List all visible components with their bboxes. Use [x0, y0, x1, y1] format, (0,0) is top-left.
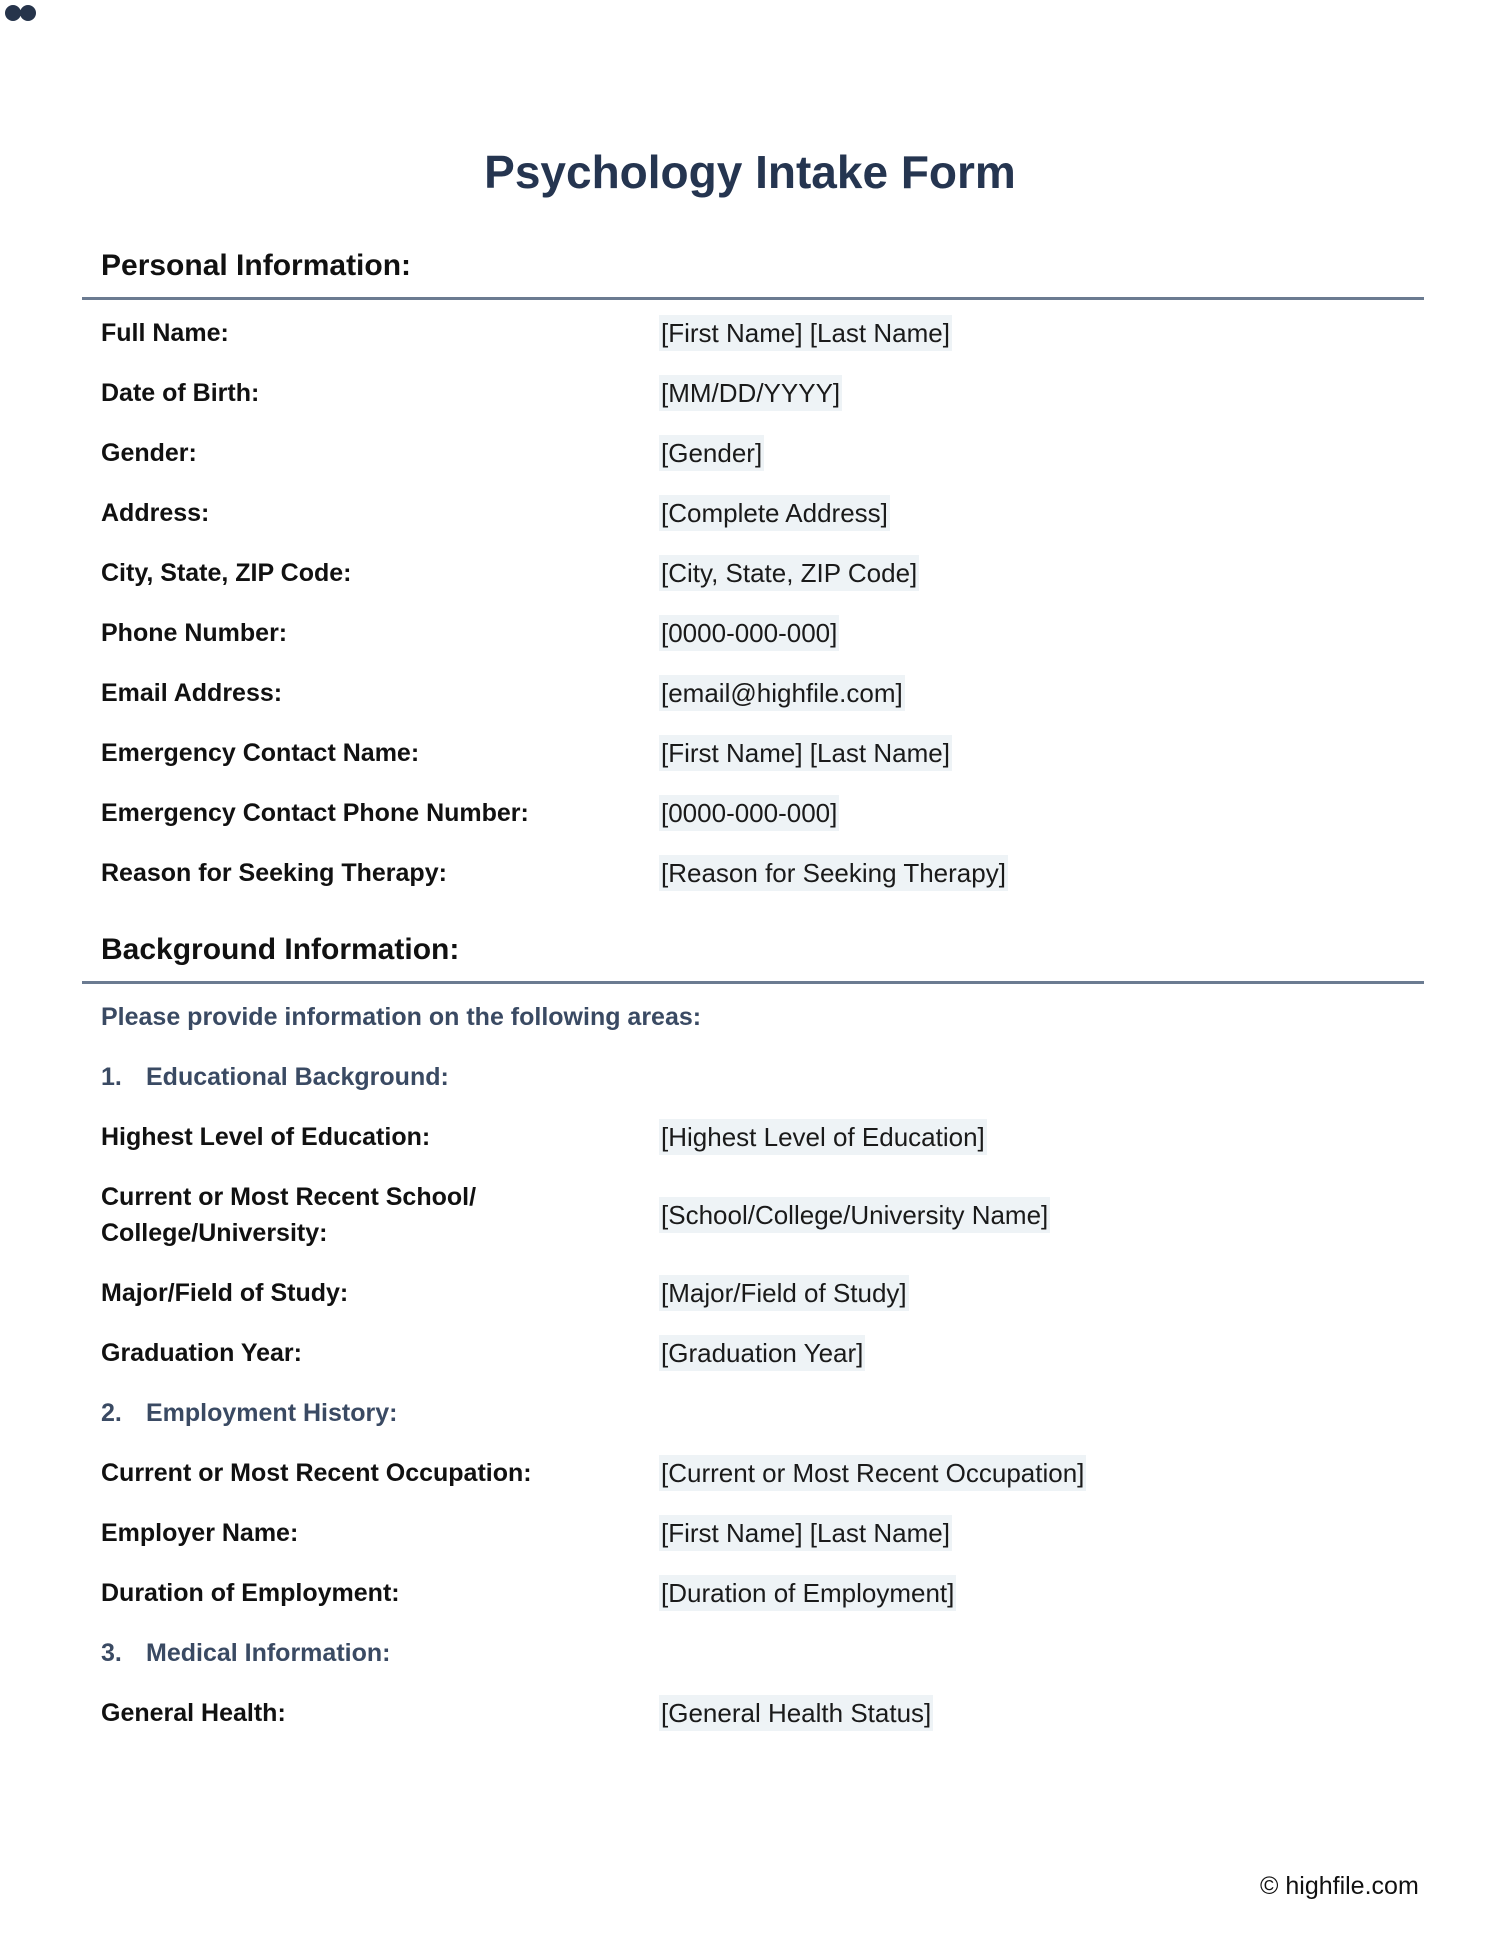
section-heading-background: Background Information:: [101, 933, 460, 966]
footer-copyright: © highfile.com: [1260, 1872, 1419, 1900]
field-label: Current or Most Recent Occupation:: [101, 1459, 532, 1487]
list-number: 2.: [101, 1399, 122, 1427]
form-row-highest-education: [101, 1119, 1401, 1159]
field-label: Gender:: [101, 439, 197, 467]
form-row-employer-name: [101, 1515, 1401, 1555]
field-label: Date of Birth:: [101, 379, 260, 407]
major-field[interactable]: [Major/Field of Study]: [659, 1275, 909, 1311]
form-row-address: [101, 495, 1401, 535]
date-of-birth-field[interactable]: [MM/DD/YYYY]: [659, 375, 842, 411]
field-label: Reason for Seeking Therapy:: [101, 859, 447, 887]
list-number: 3.: [101, 1639, 122, 1667]
background-intro: Please provide information on the following areas:: [101, 1003, 702, 1031]
field-label: Major/Field of Study:: [101, 1279, 349, 1307]
graduation-year-field[interactable]: [Graduation Year]: [659, 1335, 865, 1371]
section-divider: [82, 297, 1424, 300]
subheading-medical: [101, 1635, 390, 1671]
reason-for-therapy-field[interactable]: [Reason for Seeking Therapy]: [659, 855, 1008, 891]
subheading-text: Employment History:: [146, 1399, 398, 1427]
gender-field[interactable]: [Gender]: [659, 435, 764, 471]
field-label-line: Current or Most Recent School/: [101, 1183, 477, 1211]
field-label: Graduation Year:: [101, 1339, 302, 1367]
field-label: Emergency Contact Name:: [101, 739, 420, 767]
subheading-education: [101, 1059, 449, 1095]
duration-employment-field[interactable]: [Duration of Employment]: [659, 1575, 956, 1611]
field-label: Address:: [101, 499, 210, 527]
school-field[interactable]: [School/College/University Name]: [659, 1197, 1050, 1233]
subheading-employment: [101, 1395, 397, 1431]
field-label: Duration of Employment:: [101, 1579, 400, 1607]
list-number: 1.: [101, 1063, 122, 1091]
form-row-occupation: [101, 1455, 1401, 1495]
phone-number-field[interactable]: [0000-000-000]: [659, 615, 839, 651]
field-label: Highest Level of Education:: [101, 1123, 431, 1151]
field-label-line: College/University:: [101, 1219, 328, 1247]
section-divider: [82, 981, 1424, 984]
form-row-full-name: [101, 315, 1401, 355]
brand-logo-icon: [5, 5, 39, 21]
field-label: General Health:: [101, 1699, 286, 1727]
form-row-reason-for-therapy: [101, 855, 1401, 895]
emergency-contact-name-field[interactable]: [First Name] [Last Name]: [659, 735, 952, 771]
form-row-emergency-contact-phone: [101, 795, 1401, 835]
emergency-contact-phone-field[interactable]: [0000-000-000]: [659, 795, 839, 831]
form-row-school: [101, 1179, 1401, 1257]
form-row-general-health: [101, 1695, 1401, 1735]
section-heading-personal: Personal Information:: [101, 249, 412, 282]
full-name-field[interactable]: [First Name] [Last Name]: [659, 315, 952, 351]
form-row-gender: [101, 435, 1401, 475]
field-label: [101, 1179, 641, 1251]
employer-name-field[interactable]: [First Name] [Last Name]: [659, 1515, 952, 1551]
subheading-text: Medical Information:: [146, 1639, 391, 1667]
form-row-emergency-contact-name: [101, 735, 1401, 775]
highest-education-field[interactable]: [Highest Level of Education]: [659, 1119, 987, 1155]
field-label: Full Name:: [101, 319, 229, 347]
form-row-graduation-year: [101, 1335, 1401, 1375]
field-label: City, State, ZIP Code:: [101, 559, 352, 587]
email-address-field[interactable]: [email@highfile.com]: [659, 675, 905, 711]
page-title: Psychology Intake Form: [484, 146, 1016, 198]
general-health-field[interactable]: [General Health Status]: [659, 1695, 933, 1731]
field-label: Phone Number:: [101, 619, 288, 647]
form-row-email-address: [101, 675, 1401, 715]
form-row-duration-employment: [101, 1575, 1401, 1615]
occupation-field[interactable]: [Current or Most Recent Occupation]: [659, 1455, 1086, 1491]
form-row-major: [101, 1275, 1401, 1315]
subheading-text: Educational Background:: [146, 1063, 449, 1091]
form-row-date-of-birth: [101, 375, 1401, 415]
city-state-zip-field[interactable]: [City, State, ZIP Code]: [659, 555, 919, 591]
field-label: Email Address:: [101, 679, 283, 707]
form-row-city-state-zip: [101, 555, 1401, 595]
field-label: Employer Name:: [101, 1519, 299, 1547]
address-field[interactable]: [Complete Address]: [659, 495, 890, 531]
field-label: Emergency Contact Phone Number:: [101, 799, 529, 827]
form-row-phone-number: [101, 615, 1401, 655]
